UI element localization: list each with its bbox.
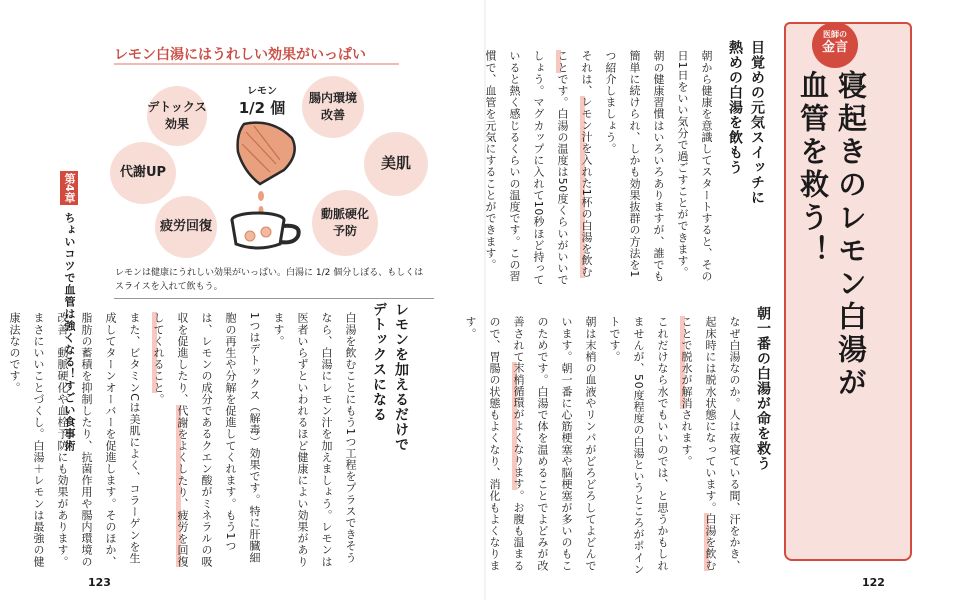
page-number-left: 123: [88, 576, 111, 589]
left-body-text: 白湯を飲むことにもう1つ工程をプラスできそうなら、白湯にレモン汁を加えましょう。レモンは医者いらずといわれるほど健康によい効果があります。 1つはデトックス（解毒）効果です。特に肝臓細胞の再生や分解を促進してくれます。もう1つは、レモンの成分であるクエン酸がミネラルの吸収を促進したり、代謝をよくしたり、疲労を回復してくれること。 また、ビタミンCは美肌によく、コラーゲンを生成してターンオーバーを促進します。そのほか、脂肪の蓄積を抑制したり、抗菌作用や腸内環境の改善、動脈硬化や血栓予防にも効果があります。 まさにいいことづくし。白湯＋レモンは最強の健康法なのです。: [8, 312, 357, 568]
chapter-title: ちょいコツで血管は強くなる！すごい食事術: [63, 212, 76, 452]
infographic-title: レモン白湯にはうれしい効果がいっぱい: [114, 47, 366, 63]
lemon-amount-label: レモン 1/2 個: [238, 86, 286, 117]
right-section-heading-1: 目覚めの元気スイッチに 熱めの白湯を飲もう: [727, 40, 765, 205]
infographic-caption: レモンは健康にうれしい効果がいっぱい。白湯に 1/2 個分しぼる、もしくはスライスを入れて飲もう。: [115, 268, 424, 293]
effect-bubble-skin: 美肌: [364, 132, 428, 196]
left-section-heading: レモンを加えるだけで デトックスになる: [371, 302, 409, 452]
page-title: 寝起きのレモン白湯が 血管を救う！: [796, 70, 868, 400]
right-section-heading-2: 朝一番の白湯が命を救う: [755, 306, 771, 471]
effect-bubble-fatigue: 疲労回復: [155, 196, 217, 258]
effect-bubble-gut: 腸内環境 改善: [302, 76, 364, 138]
infographic-title-underline: [114, 63, 399, 65]
caption-divider: [114, 298, 434, 299]
effect-bubble-detox: デトックス 効果: [147, 86, 207, 146]
right-body-text-2: なぜ白湯なのか。人は夜寝ている間、汗をかき、起床時には脱水状態になっています。白湯を飲むことで脱水が解消されます。 これだけなら水でもいいのでは、と思うかもしれませんが、50度程度の白湯というところがポイントです。 朝は末梢の血液やリンパがどろどろしてよどんでいます。朝一番に心筋梗塞や脳梗塞が多いのもこのためです。白湯で体を温めることでよどみが改善されて末梢循環がよくなります。お腹も温まるので、胃腸の状態もよくなり、消化もよくなります。: [464, 316, 741, 575]
chapter-tab: 第4章: [60, 171, 78, 205]
lemon-cup-illustration: [214, 120, 314, 252]
effect-bubble-arteriosclerosis: 動脈硬化 予防: [312, 190, 378, 256]
right-body-text-1: 朝から健康を意識してスタートすると、その日1日をいい気分で過ごすことができます。朝の健康習慣はいろいろありますが、誰でも簡単に続けられ、しかも効果抜群の方法を1つ紹介しましょう。 それは、レモン汁を入れた1杯の白湯を飲むことです。白湯の温度は50度くらいがいいでしょう。マグカップに入れて10秒ほど持っていると熱く感じるくらいの温度です。この習慣で、血管を元気にすることができます。: [484, 50, 713, 286]
lemon-drops-icon: [258, 191, 264, 214]
lemon-half-icon: [238, 123, 295, 184]
doctor-quote-badge: 医師の 金言: [812, 22, 858, 68]
mug-icon: [232, 213, 299, 248]
effect-bubble-metabolism: 代謝UP: [110, 142, 176, 204]
page-number-right: 122: [862, 576, 885, 589]
